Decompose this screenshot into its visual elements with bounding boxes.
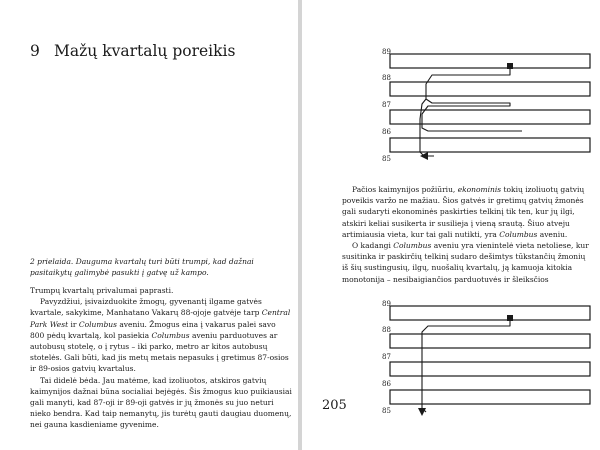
street-label: 88 (382, 74, 391, 82)
street-label: 89 (382, 300, 391, 308)
left-paragraph-2: Pavyzdžiui, įsivaizduokite žmogų, gyvenantį ilgame gatvės kvartale, sakykime, Manhatano Vakarų 88-ojoje gatvėje tarp Central Park West ir Columbus aveniu. Žmogus eina į vakarus palei savo 800 pėdų kvartalą, kol pasiekia Columbus aveniu parduotuves ar autobusų stotelę, o į rytus – iki parko, metro ar kitos autobusų stotelės. Gali būti, kad jis metų metais nepasuks į gretimus 87-osios ir 89-osios gatvių kvartalus. (30, 297, 291, 374)
long-blocks-diagram-bottom (382, 296, 582, 418)
left-paragraph-3: Tai didelė bėda. Jau matėme, kad izoliuotos, atskiros gatvių kaimynijos dažnai būna socialiai bejėgės. Šis žmogus kuo puikiausiai gali manyti, kad 87-oji ir 89-oji gatvės ir jų žmonės su juo neturi nieko bendra. Kad taip nemanytų, jis turėtų gauti daugiau duomenų, nei gauna kasdieniame gyvenime. (30, 375, 292, 430)
street-label: 85 (382, 407, 391, 415)
start-marker (507, 315, 513, 321)
start-marker (507, 63, 513, 69)
block-left-2 (390, 82, 590, 96)
street-label: 85 (382, 155, 391, 163)
block-left-4 (390, 390, 590, 404)
left-paragraph-1: Trumpų kvartalų privalumai paprasti. (30, 286, 174, 295)
route-line (422, 318, 510, 412)
page-number: 205 (322, 398, 347, 413)
pattern-statement: 2 prielaida. Dauguma kvartalų turi būti trumpi, kad dažnai pasitaikytų galimybė pasukti į gatvę už kampo. (30, 257, 254, 278)
street-label: 88 (382, 326, 391, 334)
block-left-3 (390, 362, 590, 376)
chapter-title: Mažų kvartalų poreikis (54, 42, 236, 60)
block-left-1 (390, 306, 590, 320)
left-body-text (30, 285, 292, 431)
left-page (0, 0, 298, 450)
route-line (422, 66, 522, 131)
block-left-2 (390, 334, 590, 348)
long-blocks-diagram-top (382, 44, 582, 164)
right-paragraph-1: Pačios kaimynijos požiūriu, ekonominis tokių izoliuotų gatvių poveikis varžo ne mažiau. Šios gatvės ir gretimų gatvių žmonės gali sudaryti ekonominės paskirties telkinį tik ten, kur jų ilgi, atskiri keliai susikerta ir susilieja į vieną srautą. Šiuo atveju artimiausia vieta, kur tai gali nutikti, yra Columbus aveniu. (342, 185, 585, 239)
chapter-number: 9 (30, 42, 40, 60)
right-body-text (342, 184, 592, 285)
street-label: 87 (382, 101, 391, 109)
street-label: 87 (382, 353, 391, 361)
right-page (302, 0, 600, 450)
street-label: 86 (382, 380, 391, 388)
street-label: 86 (382, 128, 391, 136)
block-left-1 (390, 54, 590, 68)
street-label: 89 (382, 48, 391, 56)
right-paragraph-2: O kadangi Columbus aveniu yra vienintelė vieta netoliese, kur susitinka ir paskirčių telkinį sudaro dešimtys tūkstančių žmonių iš šių sustingusių, ilgų, nuošalių kvartalų, ją kamuoja kitokia monotonija – nesibaigiančios parduotuvės ir šleiksčios (342, 241, 589, 284)
arrow-head (418, 408, 426, 416)
